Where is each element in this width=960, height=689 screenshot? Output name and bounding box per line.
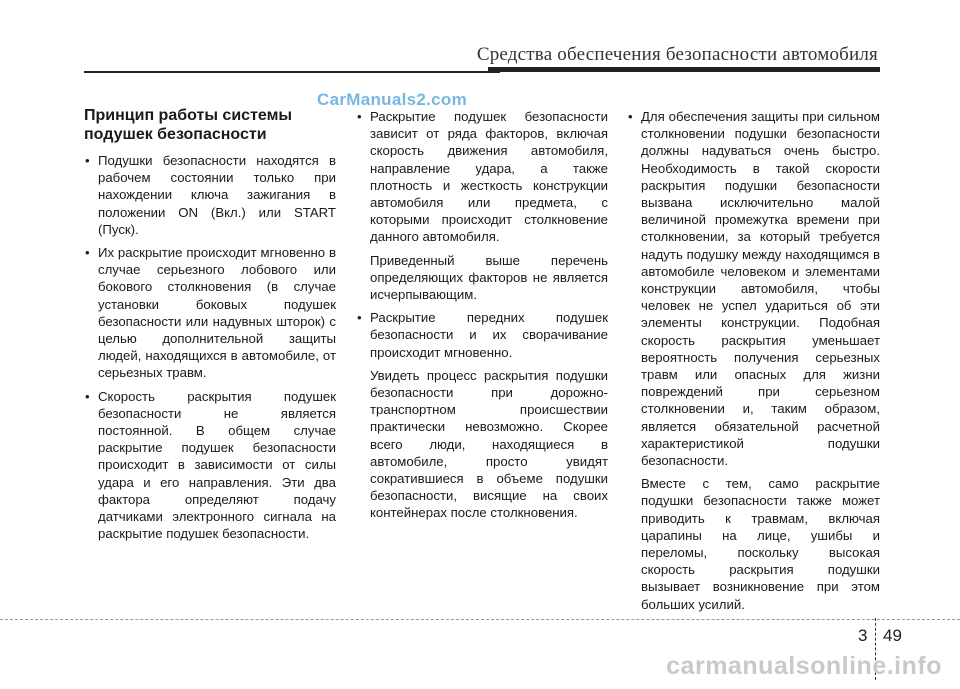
paragraph: Увидеть процесс раскрытия подушки безопасности при дорожно-транспортном происшествии практически невозможно. Скорее всего люди, находящиеся в автомобиле, просто увидят сократившиеся в объеме подушки безопасности, висящие на своих контейнерах после столкновения. xyxy=(370,367,608,521)
column-3 xyxy=(627,108,880,619)
column-2-list xyxy=(356,108,608,246)
column-1-list xyxy=(84,152,336,542)
list-item: • Раскрытие подушек безопасности зависит от ряда факторов, включая скорость движения автомобиля, направление удара, а также плотность и жесткость конструкции автомобиля или предмета, с которыми происходит столкновение данного автомобиля. xyxy=(356,108,608,246)
column-2 xyxy=(356,108,608,528)
section-title: Средства обеспечения безопасности автомобиля xyxy=(476,44,878,65)
header-divider-thin xyxy=(84,71,500,73)
list-item: • Раскрытие передних подушек безопасности и их сворачивание происходит мгновенно. xyxy=(356,309,608,361)
paragraph: Вместе с тем, само раскрытие подушки безопасности также может приводить к травмам, включая царапины на лице, ушибы и переломы, поскольку высокая скорость раскрытия подушки вызывает возникновение при этом больших усилий. xyxy=(641,476,880,612)
paragraph: Приведенный выше перечень определяющих факторов не является исчерпывающим. xyxy=(370,252,608,303)
page-number: 49 xyxy=(883,626,902,645)
column-1 xyxy=(84,106,336,548)
column-3-list xyxy=(627,108,880,469)
header-divider-thick xyxy=(488,67,880,72)
list-item: • Скорость раскрытия подушек безопасности не является постоянной. В общем случае раскрытие подушек безопасности происходит в зависимости от силы удара и его направления. Эти два фактора определяют подачу датчиками электронного сигнала на раскрытие подушек безопасности. xyxy=(84,388,336,543)
watermark-carmanualsonline: carmanualsonline.info xyxy=(666,652,942,680)
list-item: • Для обеспечения защиты при сильном столкновении подушки безопасности должны надуваться очень быстро. Необходимость в такой скорости раскрытия подушки безопасности вызвана исключительно малой величиной промежутка времени при столкновении, за который требуется надуть подушку между находящимся в автомобиле человеком и элементами конструкции автомобиля, чтобы человек не успел удариться об эти элементы конструкции. Подобная скорость раскрытия уменьшает вероятность получения серьезных травм или опасных для жизни повреждений при серьезном столкновении и, таким образом, является обязательной расчетной характеристикой подушки безопасности. xyxy=(627,108,880,469)
list-item: • Их раскрытие происходит мгновенно в случае серьезного лобового или бокового столкновения (в случае установки боковых подушек безопасности или надувных шторок) с целью дополнительной защиты людей, находящихся в автомобиле, от серьезных травм. xyxy=(84,244,336,382)
list-item: • Подушки безопасности находятся в рабочем состоянии только при нахождении ключа зажигания в положении ON (Вкл.) или START (Пуск). xyxy=(84,152,336,238)
chapter-number: 3 xyxy=(858,626,868,645)
airbag-principle-heading: Принцип работы системы подушек безопасности xyxy=(84,107,293,143)
column-2-list-b xyxy=(356,309,608,361)
watermark-carmanuals2: CarManuals2.com xyxy=(317,90,467,109)
footer-divider xyxy=(0,619,960,620)
